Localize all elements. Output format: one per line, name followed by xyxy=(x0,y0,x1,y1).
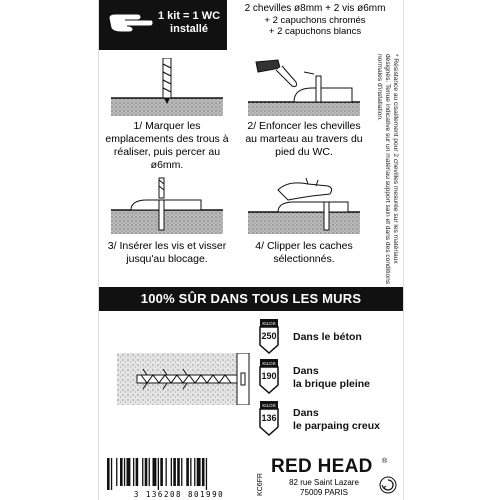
load-label-line1: Dans xyxy=(293,365,319,377)
step-1 xyxy=(99,52,236,170)
barcode-bar xyxy=(127,458,131,486)
kit-line-2: installé xyxy=(170,23,208,35)
load-value: 190 xyxy=(261,371,277,381)
step-4-text: 4/ Clipper les caches sélectionnés. xyxy=(255,240,353,265)
barcode-number: 3 136208 801990 xyxy=(133,490,225,499)
clip-cap-illustration xyxy=(248,176,360,234)
step-4 xyxy=(236,170,373,286)
weight-badge-icon xyxy=(257,359,281,395)
step-2 xyxy=(236,52,373,170)
barcode-bar xyxy=(107,458,110,490)
badge-kilos-label: KILOS xyxy=(262,321,276,326)
contents-line-2: + 2 capuchons chromés xyxy=(264,14,366,26)
load-ratings xyxy=(99,311,403,456)
barcode-bar xyxy=(194,458,195,486)
side-disclaimer-text: * Résistance au cisaillement pour 2 chevilles mesurée sur les matériaux désignés. Tenue indicative sur un matériau support sain et dans des conditions normales d'installation. xyxy=(376,54,399,285)
drill-illustration xyxy=(111,58,223,116)
pointing-hand-icon xyxy=(107,8,153,38)
barcode-bar xyxy=(142,458,143,486)
weight-badge-icon xyxy=(257,401,281,437)
step-1-text: 1/ Marquer les emplacements des trous à réaliser, puis percer au ø6mm. xyxy=(105,120,229,171)
barcode-bar xyxy=(158,458,159,490)
barcode-bar xyxy=(197,458,201,486)
barcode-bar xyxy=(177,458,180,486)
header-bar xyxy=(99,0,403,50)
barcode-bar xyxy=(133,458,134,486)
barcode-bar xyxy=(206,458,207,490)
recycle-icon xyxy=(379,476,397,494)
brand-address xyxy=(275,478,373,498)
side-disclaimer xyxy=(375,54,399,286)
barcode-bar xyxy=(181,458,182,486)
contents-line-3: + 2 capuchons blancs xyxy=(268,26,362,37)
barcode-bar xyxy=(202,458,205,486)
barcode-bar xyxy=(145,458,148,486)
barcode-icon xyxy=(105,458,253,490)
product-reference-text: KC6FR xyxy=(257,473,264,496)
barcode-bar xyxy=(166,458,167,486)
load-label-line2: le parpaing creux xyxy=(293,420,380,432)
product-reference xyxy=(257,458,269,496)
step-3 xyxy=(99,170,236,286)
instruction-steps xyxy=(99,52,374,286)
step-3-text: 3/ Insérer les vis et visser jusqu'au blocage. xyxy=(107,240,227,265)
address-line-1: 82 rue Saint Lazare xyxy=(289,478,359,487)
registered-mark: ® xyxy=(382,458,388,465)
barcode-bar xyxy=(124,458,125,486)
barcode-bar xyxy=(186,458,189,486)
badge-kilos-label: KILOS xyxy=(262,361,276,366)
barcode-bar xyxy=(136,458,139,486)
footer xyxy=(99,456,403,500)
barcode-bar xyxy=(149,458,150,486)
barcode-bar xyxy=(120,458,123,486)
hammer-illustration xyxy=(248,58,360,116)
weight-badge-icon xyxy=(257,319,281,355)
barcode-bar xyxy=(116,458,117,486)
step-2-text: 2/ Enfoncer les chevilles au marteau au travers du pied du WC. xyxy=(245,120,363,158)
tagline-banner: 100% SÛR DANS TOUS LES MURS xyxy=(99,287,403,311)
anchor-cross-section-illustration xyxy=(117,353,252,405)
load-value: 136 xyxy=(261,413,277,423)
load-label-line2: la brique pleine xyxy=(293,378,371,390)
badge-kilos-label: KILOS xyxy=(262,403,276,408)
barcode-bar xyxy=(111,458,112,490)
contents-line-1: 2 chevilles ø8mm + 2 vis ø6mm xyxy=(244,3,386,14)
barcode-bar xyxy=(160,458,163,486)
load-label-line1: Dans le béton xyxy=(293,331,362,343)
product-card xyxy=(98,0,404,500)
brand-logo: RED HEAD xyxy=(271,456,373,477)
kit-label xyxy=(153,10,225,36)
load-label-line1: Dans xyxy=(293,407,319,419)
address-line-2: 75009 PARIS xyxy=(300,488,348,497)
barcode-bar xyxy=(171,458,172,486)
barcode-bar xyxy=(153,458,157,486)
kit-contents xyxy=(227,0,403,50)
barcode-bar xyxy=(173,458,176,486)
barcode-bar xyxy=(190,458,191,486)
kit-line-1: 1 kit = 1 WC xyxy=(157,10,221,22)
load-value: 250 xyxy=(261,331,277,341)
screwdriver-illustration xyxy=(111,176,223,234)
